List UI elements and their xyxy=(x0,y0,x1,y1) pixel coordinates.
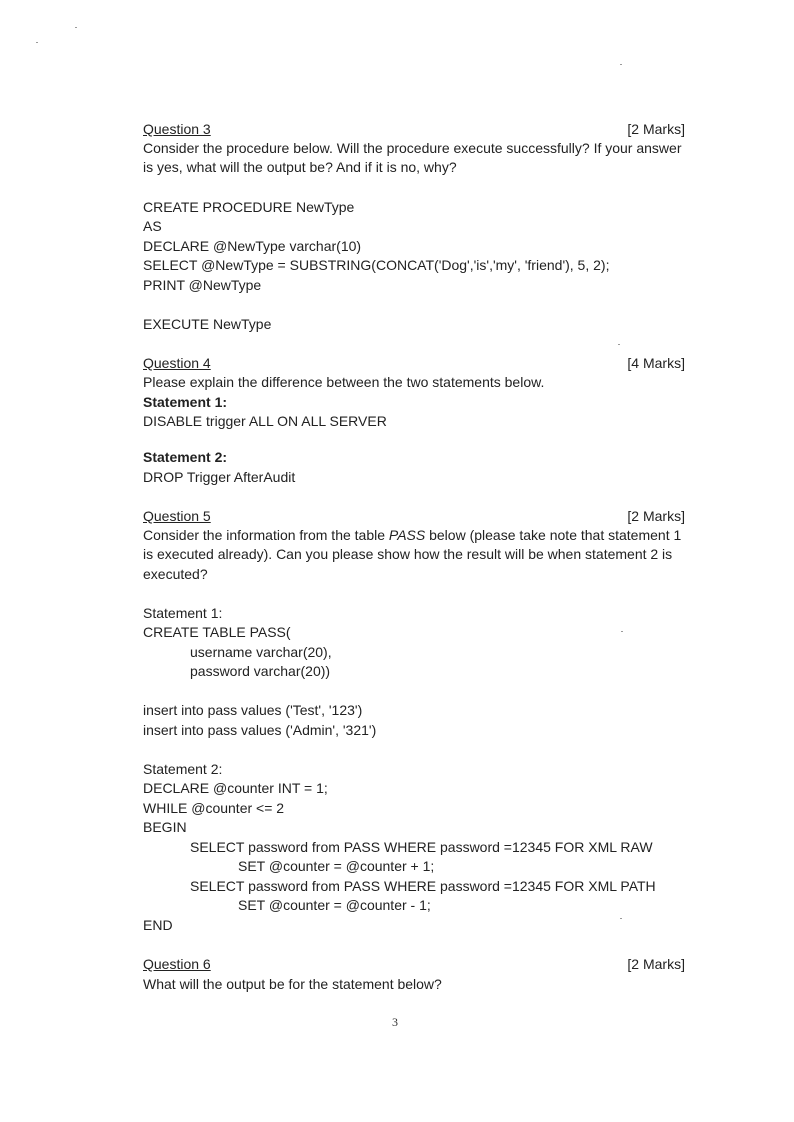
question-3-marks: [2 Marks] xyxy=(627,121,685,137)
question-5-prompt-text: Consider the information from the table xyxy=(143,527,389,543)
scan-speck xyxy=(620,64,622,65)
question-4-prompt: Please explain the difference between the two statements below. xyxy=(143,374,545,390)
question-5-code-line: insert into pass values ('Test', '123') xyxy=(143,702,363,718)
question-6-marks: [2 Marks] xyxy=(627,956,685,972)
question-3-prompt-line-1: Consider the procedure below. Will the procedure execute successfully? If your answer xyxy=(143,140,682,156)
scan-speck xyxy=(620,918,622,919)
scan-speck xyxy=(75,27,77,28)
question-5-prompt-text: below (please take note that statement 1 xyxy=(425,527,682,543)
question-3-execute-line: EXECUTE NewType xyxy=(143,316,272,332)
question-5-code-line: SELECT password from PASS WHERE password =12345 FOR XML RAW xyxy=(190,839,653,855)
question-5-code-line: DECLARE @counter INT = 1; xyxy=(143,780,328,796)
question-4-statement-2-code: DROP Trigger AfterAudit xyxy=(143,469,296,485)
question-5-code-line: password varchar(20)) xyxy=(190,663,331,679)
scan-speck xyxy=(618,344,620,345)
question-3-heading: Question 3 xyxy=(143,121,211,137)
question-3-code-line: DECLARE @NewType varchar(10) xyxy=(143,238,362,254)
question-5-code-line: insert into pass values ('Admin', '321') xyxy=(143,722,377,738)
scan-speck xyxy=(36,42,38,43)
scan-speck xyxy=(621,631,623,632)
question-5-statement-2-label: Statement 2: xyxy=(143,761,223,777)
question-5-heading: Question 5 xyxy=(143,508,211,524)
question-5-code-line: SET @counter = @counter - 1; xyxy=(238,897,431,913)
question-5-code-line: BEGIN xyxy=(143,819,187,835)
question-5-statement-1-label: Statement 1: xyxy=(143,605,223,621)
question-5-code-line: username varchar(20), xyxy=(190,644,332,660)
question-3-code-line: SELECT @NewType = SUBSTRING(CONCAT('Dog','is','my', 'friend'), 5, 2); xyxy=(143,257,610,273)
question-5-code-line: CREATE TABLE PASS( xyxy=(143,624,291,640)
question-4-statement-2-label: Statement 2: xyxy=(143,449,228,465)
table-name-pass: PASS xyxy=(388,527,426,543)
question-5-code-line: END xyxy=(143,917,173,933)
question-6-heading: Question 6 xyxy=(143,956,211,972)
question-4-heading: Question 4 xyxy=(143,355,211,371)
question-5-code-line: SELECT password from PASS WHERE password =12345 FOR XML PATH xyxy=(190,878,656,894)
question-5-code-line: SET @counter = @counter + 1; xyxy=(238,858,435,874)
question-6-prompt: What will the output be for the statement below? xyxy=(143,976,442,992)
question-3-code-line: PRINT @NewType xyxy=(143,277,262,293)
question-5-prompt-line-3: executed? xyxy=(143,566,208,582)
question-3-code-line: AS xyxy=(143,218,162,234)
question-5-prompt-line-2: is executed already). Can you please show how the result will be when statement 2 is xyxy=(143,546,673,562)
question-4-statement-1-label: Statement 1: xyxy=(143,394,228,410)
question-3-code-line: CREATE PROCEDURE NewType xyxy=(143,199,355,215)
question-5-marks: [2 Marks] xyxy=(627,508,685,524)
question-4-statement-1-code: DISABLE trigger ALL ON ALL SERVER xyxy=(143,413,387,429)
question-5-prompt-line-1 xyxy=(143,526,681,544)
question-3-prompt-line-2: is yes, what will the output be? And if it is no, why? xyxy=(143,159,457,175)
question-4-marks: [4 Marks] xyxy=(627,355,685,371)
question-5-code-line: WHILE @counter <= 2 xyxy=(143,800,285,816)
page-number: 3 xyxy=(392,1015,398,1029)
